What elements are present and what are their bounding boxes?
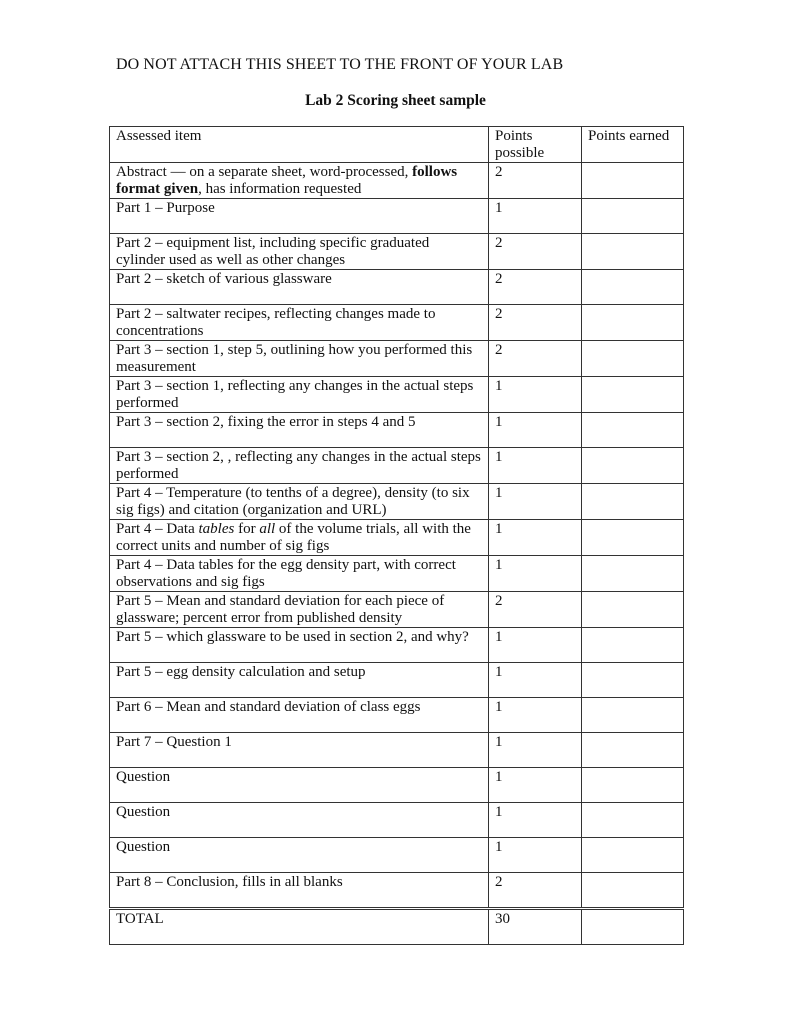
assessed-item-cell: Question — [110, 768, 489, 803]
assessed-item-cell: Part 2 – saltwater recipes, reflecting changes made to concentrations — [110, 305, 489, 341]
assessed-item-cell: Part 7 – Question 1 — [110, 733, 489, 768]
table-row — [110, 556, 684, 592]
table-row — [110, 448, 684, 484]
points-earned-cell[interactable] — [582, 628, 684, 663]
table-row — [110, 305, 684, 341]
points-earned-cell[interactable] — [582, 803, 684, 838]
points-possible-cell: 1 — [489, 199, 582, 234]
points-earned-cell[interactable] — [582, 305, 684, 341]
points-possible-cell: 2 — [489, 234, 582, 270]
points-earned-cell[interactable] — [582, 413, 684, 448]
assessed-item-cell: Part 3 – section 1, reflecting any changes in the actual steps performed — [110, 377, 489, 413]
points-possible-cell: 1 — [489, 413, 582, 448]
points-possible-cell: 1 — [489, 803, 582, 838]
item-text-italic: tables — [198, 521, 235, 537]
assessed-item-cell: Part 3 – section 2, , reflecting any changes in the actual steps performed — [110, 448, 489, 484]
assessed-item-cell: Part 4 – Data tables for the egg density part, with correct observations and sig figs — [110, 556, 489, 592]
points-earned-cell[interactable] — [582, 733, 684, 768]
scoring-table — [109, 126, 684, 945]
assessed-item-cell: Part 3 – section 1, step 5, outlining how you performed this measurement — [110, 341, 489, 377]
header-assessed-item: Assessed item — [110, 127, 489, 163]
points-earned-cell[interactable] — [582, 484, 684, 520]
table-row — [110, 520, 684, 556]
table-header-row — [110, 127, 684, 163]
points-earned-cell[interactable] — [582, 768, 684, 803]
table-row — [110, 341, 684, 377]
table-row — [110, 698, 684, 733]
assessed-item-cell: Part 6 – Mean and standard deviation of class eggs — [110, 698, 489, 733]
assessed-item-cell: Part 8 – Conclusion, fills in all blanks — [110, 873, 489, 909]
points-possible-cell: 1 — [489, 484, 582, 520]
assessed-item-cell: Part 5 – egg density calculation and setup — [110, 663, 489, 698]
points-possible-cell: 1 — [489, 733, 582, 768]
header-points-earned: Points earned — [582, 127, 684, 163]
item-text: of the volume trials, all with the correct units and number of sig figs — [116, 521, 471, 554]
points-possible-cell: 1 — [489, 377, 582, 413]
table-row — [110, 592, 684, 628]
assessed-item-cell: Part 5 – which glassware to be used in section 2, and why? — [110, 628, 489, 663]
total-points-earned[interactable] — [582, 909, 684, 945]
points-possible-cell: 2 — [489, 305, 582, 341]
assessed-item-cell: Part 2 – sketch of various glassware — [110, 270, 489, 305]
table-row — [110, 733, 684, 768]
points-earned-cell[interactable] — [582, 448, 684, 484]
item-text: , has information requested — [198, 181, 362, 197]
points-earned-cell[interactable] — [582, 377, 684, 413]
table-row — [110, 199, 684, 234]
points-possible-cell: 2 — [489, 592, 582, 628]
header-points-possible: Points possible — [489, 127, 582, 163]
points-earned-cell[interactable] — [582, 199, 684, 234]
header-note: DO NOT ATTACH THIS SHEET TO THE FRONT OF YOUR LAB — [116, 56, 564, 73]
points-possible-cell: 1 — [489, 520, 582, 556]
points-earned-cell[interactable] — [582, 520, 684, 556]
item-text: Part 4 – Data — [116, 521, 199, 537]
points-earned-cell[interactable] — [582, 556, 684, 592]
points-earned-cell[interactable] — [582, 873, 684, 909]
points-earned-cell[interactable] — [582, 234, 684, 270]
assessed-item-cell — [110, 520, 489, 556]
table-row — [110, 270, 684, 305]
total-row — [110, 909, 684, 945]
assessed-item-cell: Part 1 – Purpose — [110, 199, 489, 234]
item-text: for — [234, 521, 260, 537]
assessed-item-cell: Question — [110, 803, 489, 838]
points-possible-cell: 1 — [489, 768, 582, 803]
table-row — [110, 413, 684, 448]
total-label: TOTAL — [110, 909, 489, 945]
points-earned-cell[interactable] — [582, 698, 684, 733]
points-possible-cell: 2 — [489, 341, 582, 377]
table-row — [110, 663, 684, 698]
total-points-possible: 30 — [489, 909, 582, 945]
points-earned-cell[interactable] — [582, 341, 684, 377]
assessed-item-cell: Part 5 – Mean and standard deviation for each piece of glassware; percent error from published density — [110, 592, 489, 628]
points-earned-cell[interactable] — [582, 592, 684, 628]
points-possible-cell: 1 — [489, 698, 582, 733]
table-row — [110, 838, 684, 873]
points-possible-cell: 1 — [489, 556, 582, 592]
table-row — [110, 803, 684, 838]
assessed-item-cell: Part 4 – Temperature (to tenths of a degree), density (to six sig figs) and citation (organization and URL) — [110, 484, 489, 520]
assessed-item-cell: Part 3 – section 2, fixing the error in steps 4 and 5 — [110, 413, 489, 448]
points-possible-cell: 1 — [489, 663, 582, 698]
table-row — [110, 377, 684, 413]
table-row — [110, 628, 684, 663]
points-possible-cell: 1 — [489, 838, 582, 873]
table-row — [110, 768, 684, 803]
item-text: Abstract — on a separate sheet, word-processed, — [116, 164, 413, 180]
points-possible-cell: 2 — [489, 873, 582, 909]
page-title: Lab 2 Scoring sheet sample — [305, 92, 486, 109]
points-earned-cell[interactable] — [582, 270, 684, 305]
points-possible-cell: 1 — [489, 448, 582, 484]
item-text-bold: follows format given — [116, 164, 458, 197]
points-earned-cell[interactable] — [582, 163, 684, 199]
points-possible-cell: 2 — [489, 163, 582, 199]
points-possible-cell: 1 — [489, 628, 582, 663]
table-row — [110, 484, 684, 520]
assessed-item-cell: Part 2 – equipment list, including specific graduated cylinder used as well as other changes — [110, 234, 489, 270]
assessed-item-cell — [110, 163, 489, 199]
points-earned-cell[interactable] — [582, 838, 684, 873]
assessed-item-cell: Question — [110, 838, 489, 873]
points-earned-cell[interactable] — [582, 663, 684, 698]
item-text-italic: all — [259, 521, 276, 537]
table-row — [110, 234, 684, 270]
points-possible-cell: 2 — [489, 270, 582, 305]
table-row — [110, 873, 684, 909]
table-row — [110, 163, 684, 199]
